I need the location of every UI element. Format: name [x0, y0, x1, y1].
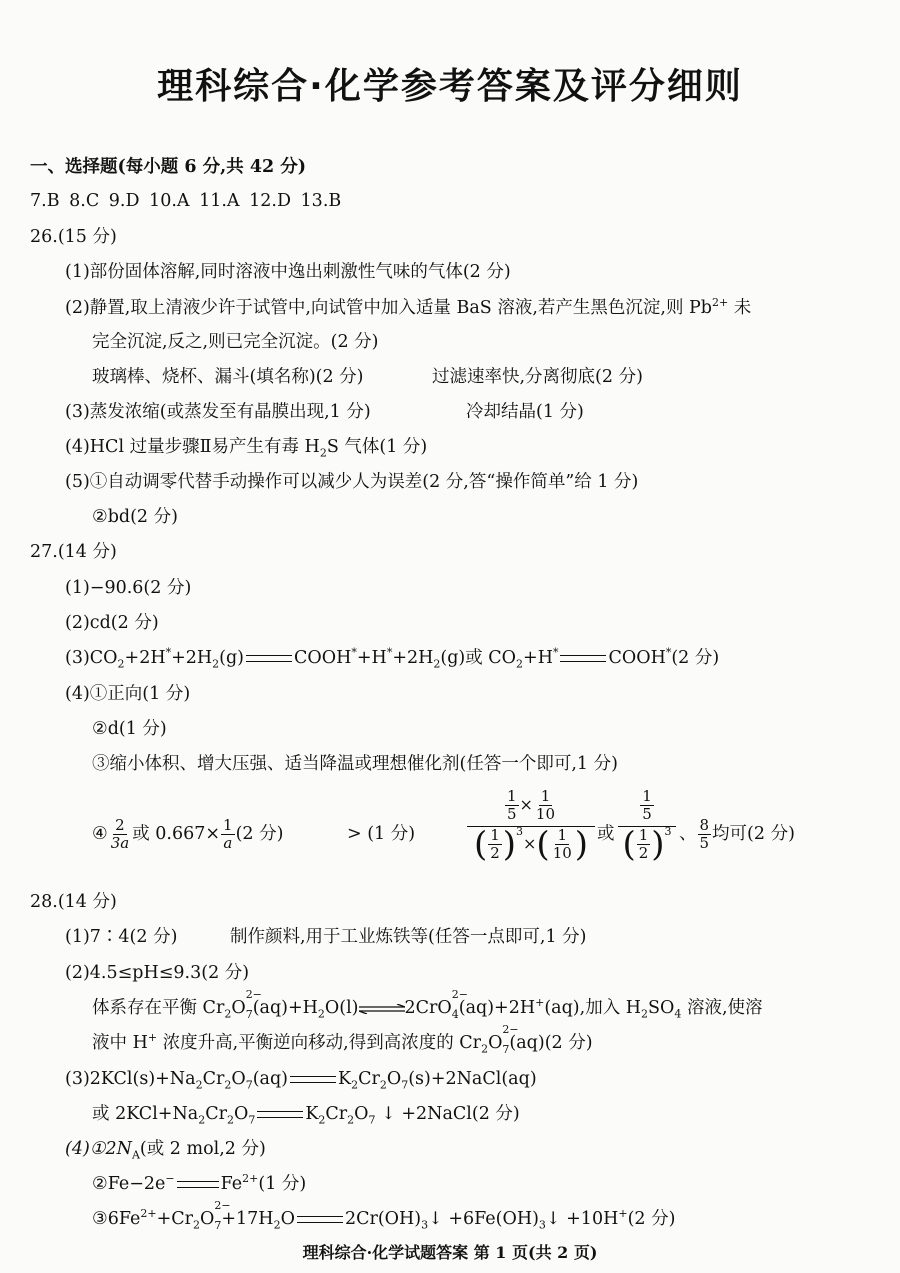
- q27-part1: (1)−90.6(2 分): [65, 578, 192, 598]
- q27-greater: > (1 分): [347, 824, 416, 844]
- q27-part4-4: ④ $\frac{2}{3a}$ 或 0.667× $\frac{1}{a}$ (2 分): [92, 816, 284, 852]
- q27-part4-1: (4)①正向(1 分): [65, 684, 191, 704]
- q28-part2: (2)4.5≤pH≤9.3(2 分): [65, 963, 250, 983]
- choice-answers: 7.B 8.C 9.D 10.A 11.A 12.D 13.B: [30, 191, 342, 211]
- reversible-arrow-icon: [359, 1004, 405, 1014]
- q26-heading: 26.(15 分): [30, 227, 117, 247]
- kp-fraction-2: $\frac{1}{5}$ ( $\frac{1}{2}$ )$^3$: [618, 788, 676, 862]
- q26-part3a: (3)蒸发浓缩(或蒸发至有晶膜出现,1 分): [65, 402, 371, 422]
- q28-part4-1: $(4)①2N_A$(或 2 mol,2 分): [65, 1139, 266, 1162]
- q28-part1b: 制作颜料,用于工业炼铁等(任答一点即可,1 分): [230, 927, 587, 947]
- q26-part4: (4)HCl 过量步骤Ⅱ易产生有毒 $H_2S$ 气体(1 分): [65, 437, 428, 460]
- q26-part3b: 冷却结晶(1 分): [466, 402, 584, 422]
- equals-sign: [257, 1111, 303, 1118]
- q27-or: 或: [597, 824, 615, 844]
- q27-alt-answer: 、 $\frac{8}{5}$ 均可(2 分): [679, 816, 795, 852]
- kp-fraction-1: $\frac{1}{5}$ × $\frac{1}{10}$ ( $\frac{1}{2}$ )$^3$×( $\frac{1}{10}$ ): [467, 788, 595, 862]
- q26-part5: (5)①自动调零代替手动操作可以减少人为误差(2 分,答“操作简单”给 1 分): [65, 472, 639, 492]
- q27-heading: 27.(14 分): [30, 542, 117, 562]
- q27-part4-3: ③缩小体积、增大压强、适当降温或理想催化剂(任答一个即可,1 分): [92, 754, 618, 774]
- equals-sign: [290, 1076, 336, 1083]
- q26-part2-line2: 完全沉淀,反之,则已完全沉淀。(2 分): [92, 332, 379, 352]
- q28-heading: 28.(14 分): [30, 892, 117, 912]
- q27-part4-2: ②d(1 分): [92, 719, 167, 739]
- equals-sign: [246, 655, 292, 662]
- q26-part2-line3b: 过滤速率快,分离彻底(2 分): [432, 367, 643, 387]
- q27-part3: $(3)CO_2+2H^*+2H_2(g)$ $COOH^*+H^*+2H_2(g)$或 $CO_2+H^*$ COOH*(2 分): [65, 646, 720, 671]
- q26-part2-line1: (2)静置,取上清液少许于试管中,向试管中加入适量 BaS 溶液,若产生黑色沉淀,则 $Pb^{2+}$ 未: [65, 296, 752, 318]
- q28-part3-eq1: $(3)2KCl(s)+Na_2Cr_2O_7(aq)$ $K_2Cr_2O_7(s)+2NaCl(aq)$: [65, 1069, 537, 1092]
- section-heading: 一、选择题(每小题 6 分,共 42 分): [30, 157, 307, 177]
- equals-sign: [177, 1181, 219, 1188]
- q28-part4-2: ②Fe−2e− $Fe^{2+}(1$ 分): [92, 1172, 307, 1194]
- q28-part2-explanation: 液中 H+ 浓度升高,平衡逆向移动,得到高浓度的 $Cr_2O$ $_{2- 7}$(aq)(2 分): [92, 1022, 593, 1056]
- page-title: 理科综合·化学参考答案及评分细则: [157, 66, 743, 107]
- q26-part5-2: ②bd(2 分): [92, 507, 178, 527]
- q26-part2-line3a: 玻璃棒、烧杯、漏斗(填名称)(2 分): [92, 367, 364, 387]
- q27-part2: (2)cd(2 分): [65, 613, 159, 633]
- page-footer: 理科综合·化学试题答案 第 1 页(共 2 页): [302, 1243, 598, 1262]
- q28-part2-equilibrium: 体系存在平衡 $Cr_2O$ $_{2- 7}(aq)+H_2O(l)$ 2CrO $_{2- 4}$(aq)+2H+(aq),加入 $H_2SO_4$ 溶液,使溶: [92, 987, 763, 1021]
- equals-sign: [560, 655, 606, 662]
- q28-part3-eq2: 或 $2KCl+Na_2Cr_2O_7$ $K_2Cr_2O_7$ ↓ +2NaCl(2 分): [92, 1104, 520, 1127]
- equals-sign: [297, 1216, 343, 1223]
- q26-part1: (1)部份固体溶解,同时溶液中逸出刺激性气味的气体(2 分): [65, 262, 511, 282]
- q28-part1a: (1)7∶4(2 分): [65, 927, 178, 947]
- q28-part4-3: $③6Fe^{2+}+Cr_2O$ $_{2- 7}+17H_2O$ $2Cr(OH)_3↓$ $+6Fe(OH)_3↓ +10H^+(2$ 分): [92, 1198, 676, 1232]
